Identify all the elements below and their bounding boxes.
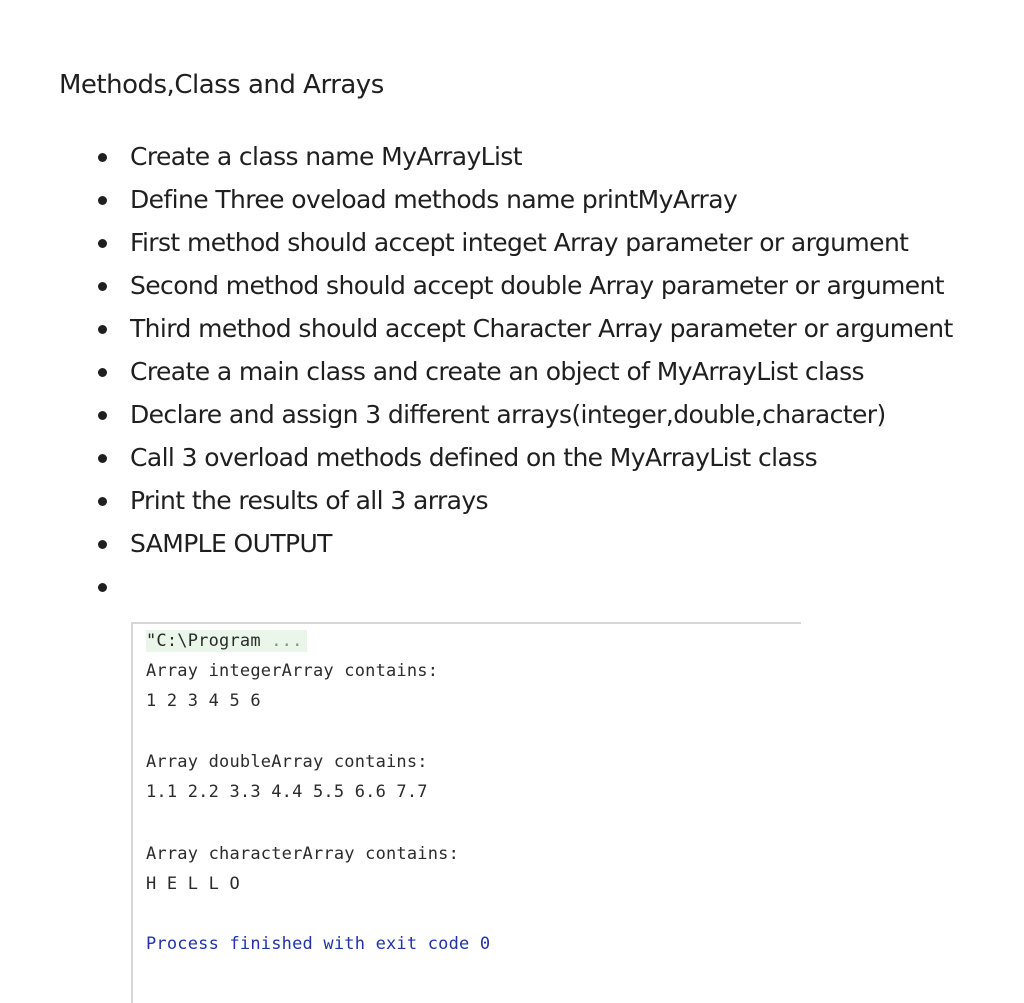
console-double-label: Array doubleArray contains: — [146, 752, 428, 772]
console-exit-line: Process finished with exit code 0 — [146, 934, 491, 954]
list-item — [0, 225, 953, 268]
console-int-label: Array integerArray contains: — [146, 661, 439, 681]
list-item — [0, 397, 953, 440]
console-double-values: 1.1 2.2 3.3 4.4 5.5 6.6 7.7 — [146, 782, 428, 802]
bullet-icon — [98, 583, 107, 592]
bullet-icon — [98, 540, 107, 549]
list-item — [0, 526, 953, 569]
console-path: "C:\Program — [146, 631, 261, 651]
bullet-icon — [98, 368, 107, 377]
bullet-icon — [98, 239, 107, 248]
bullet-icon — [98, 282, 107, 291]
list-item — [0, 182, 953, 225]
list-item-text: Call 3 overload methods defined on the MyArrayList class — [130, 443, 818, 472]
console-int-values: 1 2 3 4 5 6 — [146, 691, 261, 711]
bullet-icon — [98, 196, 107, 205]
list-item — [0, 268, 953, 311]
list-item — [0, 483, 953, 526]
list-item — [0, 440, 953, 483]
list-item-text: Third method should accept Character Array parameter or argument — [130, 314, 953, 343]
list-item-text: Declare and assign 3 different arrays(integer,double,character) — [130, 400, 886, 429]
list-item-text: First method should accept integet Array parameter or argument — [130, 228, 909, 257]
list-item — [0, 311, 953, 354]
console-path-ellipsis: ... — [260, 631, 303, 651]
console-header — [146, 630, 307, 652]
bullet-icon — [98, 497, 107, 506]
list-item-text: Print the results of all 3 arrays — [130, 486, 488, 515]
list-item — [0, 569, 953, 612]
bullet-icon — [98, 454, 107, 463]
list-item-text: Define Three oveload methods name printMyArray — [130, 185, 738, 214]
bullet-icon — [98, 411, 107, 420]
list-item — [0, 354, 953, 397]
sample-output-console — [131, 622, 801, 1003]
list-item-text: Second method should accept double Array parameter or argument — [130, 271, 944, 300]
console-char-values: H E L L O — [146, 874, 240, 894]
console-char-label: Array characterArray contains: — [146, 844, 460, 864]
list-item-text: Create a class name MyArrayList — [130, 142, 522, 171]
requirements-list — [0, 139, 953, 612]
bullet-icon — [98, 325, 107, 334]
list-item-text: SAMPLE OUTPUT — [130, 529, 332, 558]
page-title: Methods,Class and Arrays — [59, 70, 384, 100]
list-item — [0, 139, 953, 182]
list-item-text: Create a main class and create an object of MyArrayList class — [130, 357, 864, 386]
bullet-icon — [98, 153, 107, 162]
